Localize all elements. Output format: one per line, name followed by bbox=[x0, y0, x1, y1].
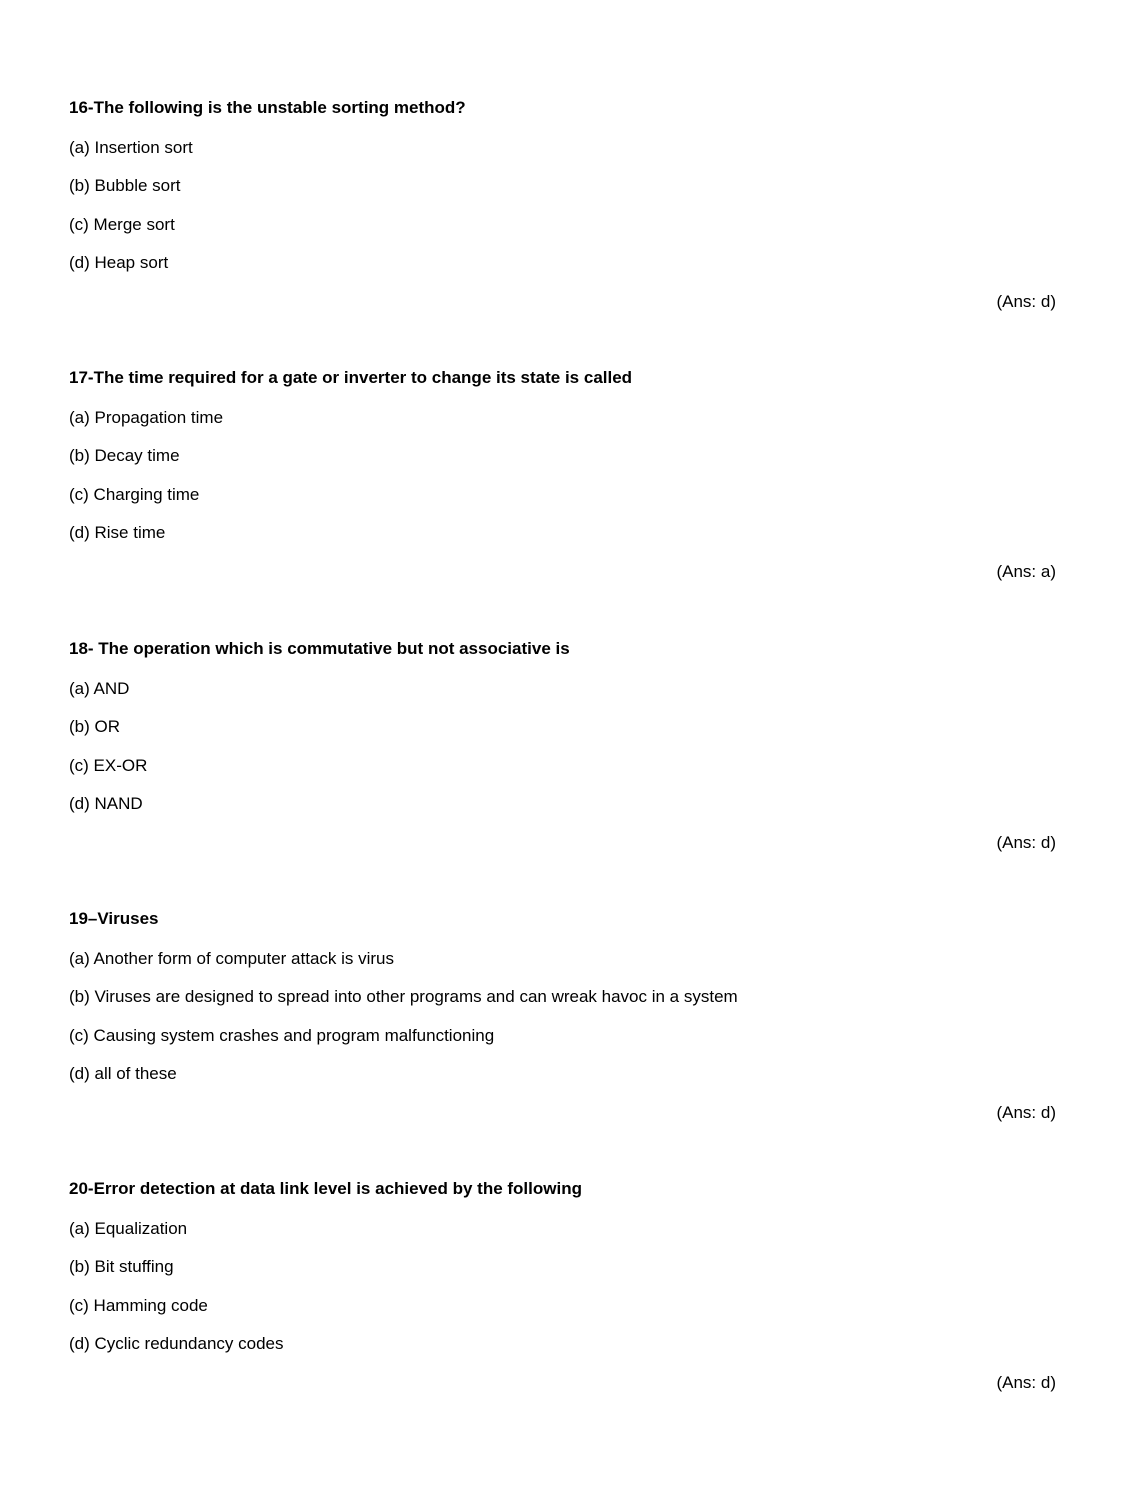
question-title: 16-The following is the unstable sorting method? bbox=[69, 98, 466, 117]
option-a: (a) Propagation time bbox=[69, 408, 224, 427]
option-d: (d) Heap sort bbox=[69, 253, 169, 272]
question-title: 18- The operation which is commutative but not associative is bbox=[69, 639, 570, 658]
question-18 bbox=[69, 639, 1056, 909]
option-d: (d) NAND bbox=[69, 794, 143, 813]
answer-label: (Ans: d) bbox=[996, 1373, 1056, 1392]
option-a: (a) Another form of computer attack is virus bbox=[69, 949, 395, 968]
option-a: (a) AND bbox=[69, 679, 130, 698]
option-c: (c) Merge sort bbox=[69, 215, 175, 234]
option-c: (c) EX-OR bbox=[69, 756, 148, 775]
question-title: 20-Error detection at data link level is achieved by the following bbox=[69, 1179, 582, 1198]
question-title: 19–Viruses bbox=[69, 909, 159, 928]
answer-label: (Ans: a) bbox=[996, 562, 1056, 581]
option-b: (b) Viruses are designed to spread into other programs and can wreak havoc in a system bbox=[69, 987, 738, 1006]
option-a: (a) Insertion sort bbox=[69, 138, 193, 157]
question-19 bbox=[69, 909, 1056, 1179]
question-16 bbox=[69, 98, 1056, 368]
option-b: (b) Bit stuffing bbox=[69, 1257, 174, 1276]
option-b: (b) OR bbox=[69, 717, 120, 736]
question-17 bbox=[69, 368, 1056, 638]
option-a: (a) Equalization bbox=[69, 1219, 188, 1238]
option-b: (b) Bubble sort bbox=[69, 176, 181, 195]
option-c: (c) Charging time bbox=[69, 485, 200, 504]
question-title: 17-The time required for a gate or inverter to change its state is called bbox=[69, 368, 633, 387]
answer-label: (Ans: d) bbox=[996, 292, 1056, 311]
option-c: (c) Hamming code bbox=[69, 1296, 208, 1315]
option-d: (d) all of these bbox=[69, 1064, 177, 1083]
option-b: (b) Decay time bbox=[69, 446, 180, 465]
question-20 bbox=[69, 1179, 1056, 1449]
answer-label: (Ans: d) bbox=[996, 1103, 1056, 1122]
option-c: (c) Causing system crashes and program malfunctioning bbox=[69, 1026, 495, 1045]
answer-label: (Ans: d) bbox=[996, 833, 1056, 852]
option-d: (d) Rise time bbox=[69, 523, 166, 542]
option-d: (d) Cyclic redundancy codes bbox=[69, 1334, 284, 1353]
